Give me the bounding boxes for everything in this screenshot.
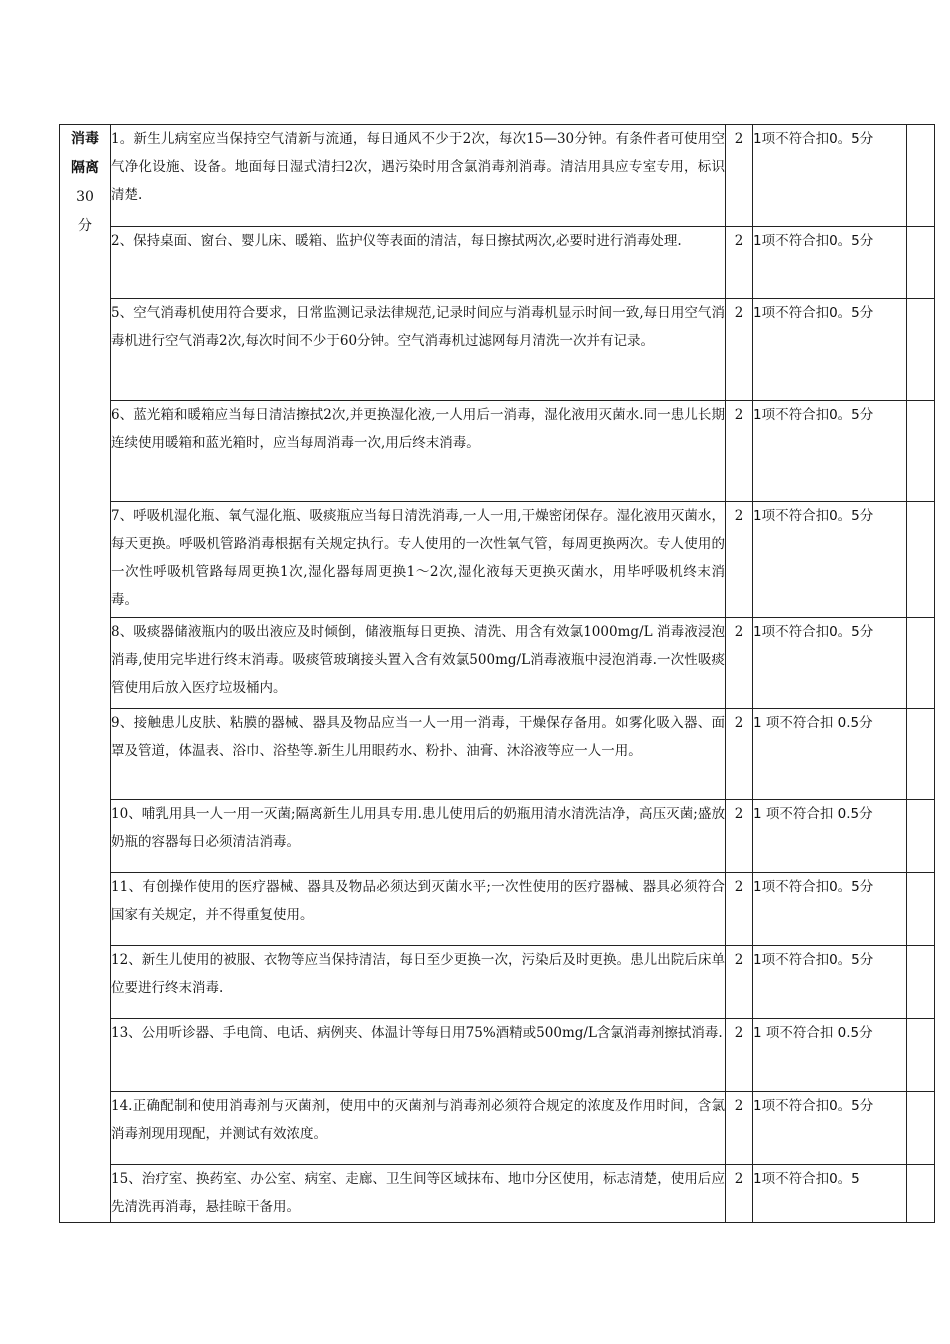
item-text: 15、治疗室、换药室、办公室、病室、走廊、卫生间等区域抹布、地巾分区使用，标志清楚，使用后应先清洗再消毒，悬挂晾干备用。 [111,1165,726,1223]
item-deduction: 1项不符合扣0。5分 [753,618,907,709]
item-text: 1。新生儿病室应当保持空气清新与流通，每日通风不少于2次，每次15—30分钟。有条件者可使用空气净化设施、设备。地面每日湿式清扫2次，遇污染时用含氯消毒剂消毒。清洁用具应专室专用，标识清楚. [111,125,726,227]
blank-cell [907,401,935,502]
item-deduction: 1项不符合扣0。5 [753,1165,907,1223]
blank-cell [907,873,935,946]
item-score: 2 [726,618,753,709]
item-text: 14.正确配制和使用消毒剂与灭菌剂，使用中的灭菌剂与消毒剂必须符合规定的浓度及作用时间，含氯消毒剂现用现配，并测试有效浓度。 [111,1092,726,1165]
item-text: 7、呼吸机湿化瓶、氧气湿化瓶、吸痰瓶应当每日清洗消毒,一人一用,干燥密闭保存。湿化液用灭菌水，每天更换。呼吸机管路消毒根据有关规定执行。专人使用的一次性氧气管，每周更换两次。专人使用的一次性呼吸机管路每周更换1次,湿化器每周更换1～2次,湿化液每天更换灭菌水，用毕呼吸机终末消毒。 [111,502,726,618]
item-deduction: 1项不符合扣0。5分 [753,502,907,618]
blank-cell [907,227,935,299]
category-cell [60,125,111,1223]
category-line-1: 消毒 [71,131,99,147]
item-score: 2 [726,800,753,873]
item-text: 9、接触患儿皮肤、粘膜的器械、器具及物品应当一人一用一消毒，干燥保存备用。如雾化吸入器、面罩及管道，体温表、浴巾、浴垫等.新生儿用眼药水、粉扑、油膏、沐浴液等应一人一用。 [111,709,726,800]
category-line-2: 隔离 [71,160,99,176]
blank-cell [907,1165,935,1223]
category-line-4: 分 [78,218,92,234]
item-deduction: 1 项不符合扣 0.5分 [753,709,907,800]
item-deduction: 1项不符合扣0。5分 [753,299,907,401]
item-score: 2 [726,227,753,299]
table-row [60,873,935,946]
table-row [60,800,935,873]
item-score: 2 [726,946,753,1019]
table-row [60,946,935,1019]
item-score: 2 [726,873,753,946]
item-score: 2 [726,1092,753,1165]
table-row [60,1019,935,1092]
blank-cell [907,1019,935,1092]
table-row [60,709,935,800]
table-row [60,618,935,709]
blank-cell [907,800,935,873]
disinfection-table [59,124,935,1223]
blank-cell [907,946,935,1019]
item-deduction: 1 项不符合扣 0.5分 [753,800,907,873]
item-text: 2、保持桌面、窗台、婴儿床、暖箱、监护仪等表面的清洁，每日擦拭两次,必要时进行消毒处理. [111,227,726,299]
item-deduction: 1 项不符合扣 0.5分 [753,1019,907,1092]
item-text: 12、新生儿使用的被服、衣物等应当保持清洁，每日至少更换一次，污染后及时更换。患儿出院后床单位要进行终末消毒. [111,946,726,1019]
item-score: 2 [726,1165,753,1223]
item-deduction: 1项不符合扣0。5分 [753,227,907,299]
item-score: 2 [726,125,753,227]
item-score: 2 [726,709,753,800]
item-text: 8、吸痰器储液瓶内的吸出液应及时倾倒，储液瓶每日更换、清洗、用含有效氯1000mg/L 消毒液浸泡消毒,使用完毕进行终末消毒。吸痰管玻璃接头置入含有效氯500mg/L消毒液瓶中浸泡消毒.一次性吸痰管使用后放入医疗垃圾桶内。 [111,618,726,709]
item-deduction: 1项不符合扣0。5分 [753,125,907,227]
table-row [60,125,935,227]
blank-cell [907,502,935,618]
table-row [60,227,935,299]
item-text: 11、有创操作使用的医疗器械、器具及物品必须达到灭菌水平;一次性使用的医疗器械、器具必须符合国家有关规定，并不得重复使用。 [111,873,726,946]
table-row [60,1092,935,1165]
table-row [60,401,935,502]
item-deduction: 1项不符合扣0。5分 [753,946,907,1019]
item-score: 2 [726,299,753,401]
table-row [60,1165,935,1223]
blank-cell [907,618,935,709]
blank-cell [907,299,935,401]
item-deduction: 1项不符合扣0。5分 [753,873,907,946]
category-line-3: 30 [76,189,94,205]
table-row [60,502,935,618]
item-deduction: 1项不符合扣0。5分 [753,1092,907,1165]
item-score: 2 [726,502,753,618]
item-text: 13、公用听诊器、手电筒、电话、病例夹、体温计等每日用75%酒精或500mg/L含氯消毒剂擦拭消毒. [111,1019,726,1092]
item-text: 6、蓝光箱和暖箱应当每日清洁擦拭2次,并更换湿化液,一人用后一消毒，湿化液用灭菌水.同一患儿长期连续使用暖箱和蓝光箱时，应当每周消毒一次,用后终末消毒。 [111,401,726,502]
blank-cell [907,125,935,227]
table-row [60,299,935,401]
item-text: 10、哺乳用具一人一用一灭菌;隔离新生儿用具专用.患儿使用后的奶瓶用清水清洗洁净，高压灭菌;盛放奶瓶的容器每日必须清洁消毒。 [111,800,726,873]
item-score: 2 [726,1019,753,1092]
blank-cell [907,709,935,800]
item-text: 5、空气消毒机使用符合要求，日常监测记录法律规范,记录时间应与消毒机显示时间一致,每日用空气消毒机进行空气消毒2次,每次时间不少于60分钟。空气消毒机过滤网每月清洗一次并有记录。 [111,299,726,401]
item-deduction: 1项不符合扣0。5分 [753,401,907,502]
item-score: 2 [726,401,753,502]
blank-cell [907,1092,935,1165]
